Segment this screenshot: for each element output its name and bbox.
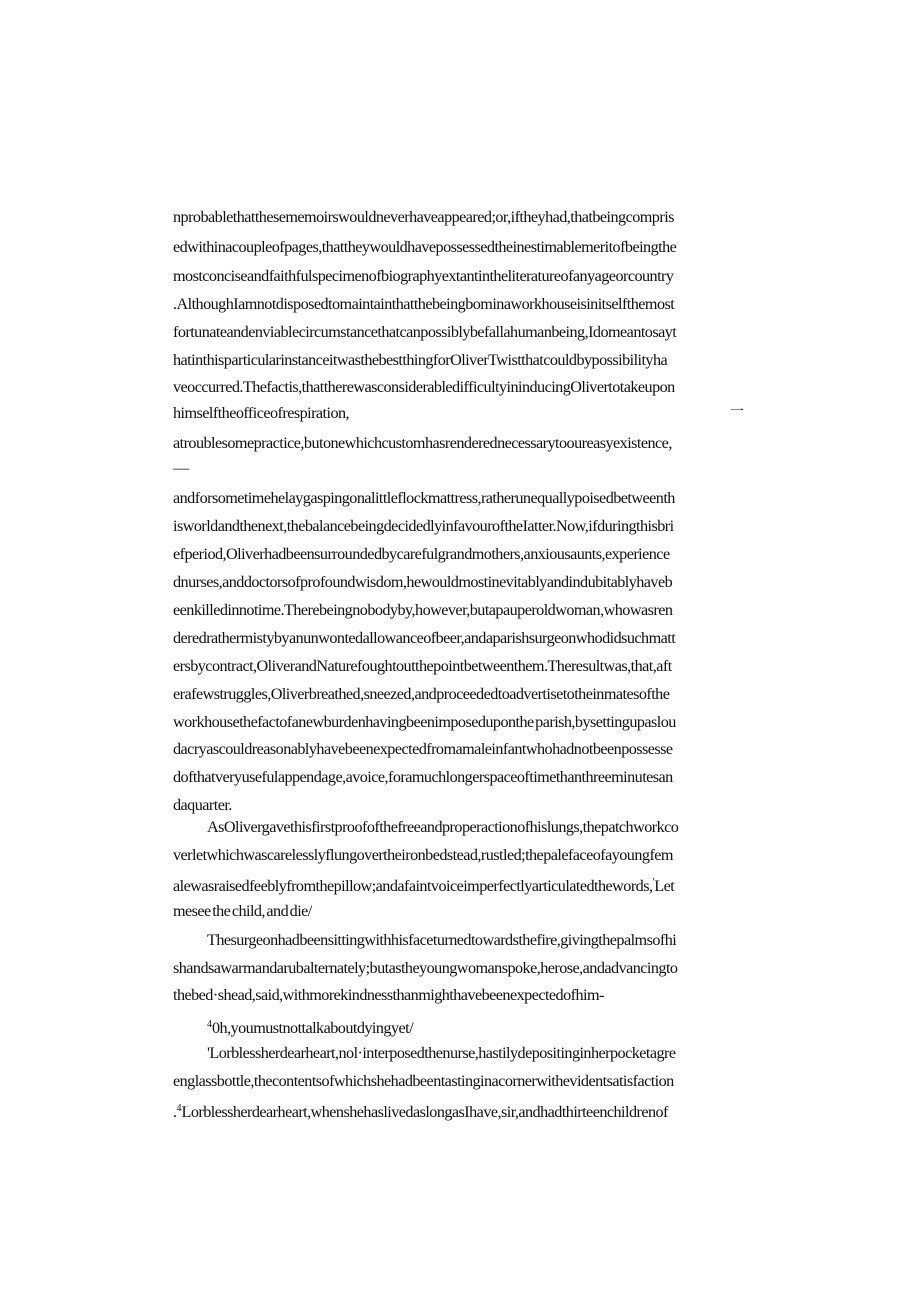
paragraph-line: Thesurgeonhadbeensittingwithhisfaceturnedtowardsthefire,givingthepalmsofhi	[207, 931, 677, 949]
text-line: fortunateandenviablecircumstancethatcanpossiblybefallahumanbeing,Idomeantosayt	[173, 323, 677, 341]
paragraph-line: 'Lorblessherdearheart,nol·interposedthenurse,hastilydepositinginherpocketagre	[207, 1044, 676, 1062]
quote-mark: '	[652, 877, 655, 888]
text-line: .AlthoughIamnotdisposedtomaintainthatthebeingbominaworkhouseisinitselfthemost	[173, 295, 675, 313]
paragraph-line	[207, 1015, 753, 1038]
text-line: veoccurred.Thefactis,thattherewasconsiderabledifficultyininducingOlivertotakeupon	[173, 378, 675, 396]
text-line: ersbycontract,OliverandNaturefoughtoutthepointbetweenthem.Theresultwas,that,aft	[173, 657, 672, 675]
text-line: mostconciseandfaithfulspecimenofbiographyextantintheliteratureofanyageorcountry	[173, 267, 674, 285]
text-line: efperiod,Oliverhadbeensurroundedbycarefulgrandmothers,anxiousaunts,experience	[173, 545, 670, 563]
text-line: eenkilledinnotime.Therebeingnobodyby,however,butapauperoldwoman,whowasren	[173, 601, 673, 619]
text-line: erafewstruggles,Oliverbreathed,sneezed,andproceededtoadvertisetotheinmatesofthe	[173, 685, 670, 703]
paragraph-line: AsOlivergavethisfirstproofofthefreeandproperactionofhislungs,thepatchworkco	[207, 818, 679, 836]
text-line: dnurses,anddoctorsofprofoundwisdom,hewouldmostinevitablyandindubitablyhaveb	[173, 573, 673, 591]
text-run: Let	[654, 877, 675, 895]
text-line: englassbottle,thecontentsofwhichshehadbeentastinginacornerwithevidentsatisfaction	[173, 1072, 674, 1090]
superscript-mark: 4	[207, 1019, 212, 1030]
superscript-mark: 4	[176, 1103, 182, 1114]
text-line: dofthatveryusefulappendage,avoice,foramuchlongerspaceoftimethanthreeminutesan	[173, 768, 673, 786]
text-line	[173, 1099, 753, 1122]
text-run: Lorblessherdearheart,whenshehaslivedaslongasIhave,sir,andhadthirteenchildrenof	[181, 1103, 668, 1121]
text-line: hatinthisparticularinstanceitwasthebestthingforOliverTwistthatcouldbypossibilityha	[173, 351, 668, 369]
text-line	[173, 873, 753, 896]
text-run: 0h,youmustnottalkaboutdyingyet/	[212, 1019, 414, 1037]
text-line: andforsometimehelaygaspingonalittleflockmattress,ratherunequallypoisedbetweenth	[173, 489, 675, 507]
text-line: nprobablethatthesememoirswouldneverhaveappeared;or,iftheyhad,thatbeingcompris	[173, 208, 674, 226]
text-line: daquarter.	[173, 796, 232, 814]
text-line: edwithinacoupleofpages,thattheywouldhavepossessedtheinestimablemeritofbeingthe	[173, 238, 677, 256]
text-line: shandsawarmandarubalternately;butastheyoungwomanspoke,herose,andadvancingto	[173, 959, 678, 977]
text-line: verletwhichwascarelesslyflungovertheironbedstead,rustled;thepalefaceofayoungfem	[173, 846, 673, 864]
dash-line: —	[173, 459, 189, 477]
text-run: .	[173, 1103, 177, 1121]
text-line: isworldandthenext,thebalancebeingdecidedlyinfavouroftheIatter.Now,ifduringthisbri	[173, 517, 674, 535]
text-run: alewasraisedfeeblyfromthepillow;andafaintvoiceimperfectlyarticulatedthewords,	[173, 877, 653, 895]
text-line: deredrathermistybyanunwontedallowanceofbeer,andaparishsurgeonwhodidsuchmatt	[173, 629, 676, 647]
text-line: mesee the child, and die/	[173, 902, 312, 920]
em-dash-mark: 一	[730, 405, 744, 420]
text-line: thebed·shead,said,withmorekindnessthanmighthavebeenexpectedofhim-	[173, 986, 604, 1004]
text-line: dacryascouldreasonablyhavebeenexpectedfromamaleinfantwhohadnotbeenpossesse	[173, 740, 673, 758]
text-line: workhousethefactofanewburdenhavingbeenimposeduponthe parish,bysettingupaslou	[173, 713, 676, 731]
text-line: himselftheofficeofrespiration,	[173, 404, 350, 422]
text-line: atroublesomepractice,butonewhichcustomhasrenderednecessarytooureasyexistence,	[173, 434, 672, 452]
